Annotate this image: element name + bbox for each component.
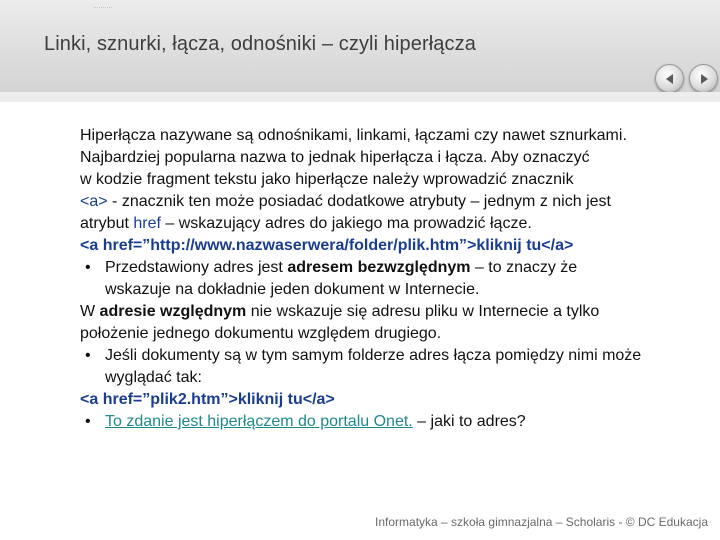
bold-term: adresem bezwzględnym <box>287 259 471 276</box>
paragraph-text: atrybut <box>80 215 134 232</box>
paragraph-line: Hiperłącza nazywane są odnośnikami, linkami, łączami czy nawet sznurkami. <box>80 127 627 144</box>
slide-footer: Informatyka – szkoła gimnazjalna – Scholaris - © DC Edukacja <box>375 515 708 529</box>
paragraph-text: nie wskazuje się adresu pliku w Internecie a tylko <box>246 303 600 320</box>
paragraph-text: – wskazujący adres do jakiego ma prowadzić łącze. <box>160 215 532 232</box>
onet-hyperlink[interactable]: To zdanie jest hiperłączem do portalu Onet. <box>105 413 413 430</box>
bullet-dot: • <box>85 347 91 364</box>
paragraph-line <box>80 213 715 235</box>
paragraph-text: - znacznik ten może posiadać dodatkowe atrybuty – jednym z nich jest <box>107 193 611 210</box>
header-decoration <box>94 7 112 10</box>
slide-navigation <box>655 64 718 93</box>
bullet-text: – jaki to adres? <box>412 413 526 430</box>
bullet-item <box>80 257 715 301</box>
paragraph-text: W <box>80 303 100 320</box>
bold-term: adresie względnym <box>99 303 247 320</box>
previous-slide-button[interactable] <box>655 64 684 93</box>
slide-title: Linki, sznurki, łącza, odnośniki – czyli hiperłącza <box>44 33 476 55</box>
header-divider <box>0 92 720 102</box>
arrow-left-icon <box>663 72 677 86</box>
paragraph-line <box>80 191 715 213</box>
paragraph-line <box>80 301 715 323</box>
bullet-dot: • <box>85 413 91 430</box>
paragraph-line: Najbardziej popularna nazwa to jednak hiperłącza i łącza. Aby oznaczyć <box>80 149 590 166</box>
slide-header <box>0 0 720 92</box>
paragraph-line: w kodzie fragment tekstu jako hiperłącze należy wprowadzić znacznik <box>80 171 574 188</box>
bullet-item <box>80 411 715 433</box>
bullet-text: – to znaczy że <box>470 259 578 276</box>
slide-content <box>80 125 715 433</box>
next-slide-button[interactable] <box>689 64 718 93</box>
arrow-right-icon <box>697 72 711 86</box>
code-example-absolute: <a href=”http://www.nazwaserwera/folder/plik.htm”>kliknij tu</a> <box>80 237 574 254</box>
bullet-text: Jeśli dokumenty są w tym samym folderze adres łącza pomiędzy nimi może <box>105 347 642 364</box>
bullet-item <box>80 345 715 389</box>
bullet-text: Przedstawiony adres jest <box>105 259 288 276</box>
paragraph-line: położenie jednego dokumentu względem drugiego. <box>80 325 442 342</box>
bullet-text: wskazuje na dokładnie jeden dokument w Internecie. <box>105 281 480 298</box>
code-example-relative: <a href=”plik2.htm”>kliknij tu</a> <box>80 391 335 408</box>
bullet-dot: • <box>85 259 91 276</box>
href-attribute-text: href <box>133 215 161 232</box>
bullet-text: wyglądać tak: <box>105 369 202 386</box>
tag-a-text: <a> <box>80 193 108 210</box>
